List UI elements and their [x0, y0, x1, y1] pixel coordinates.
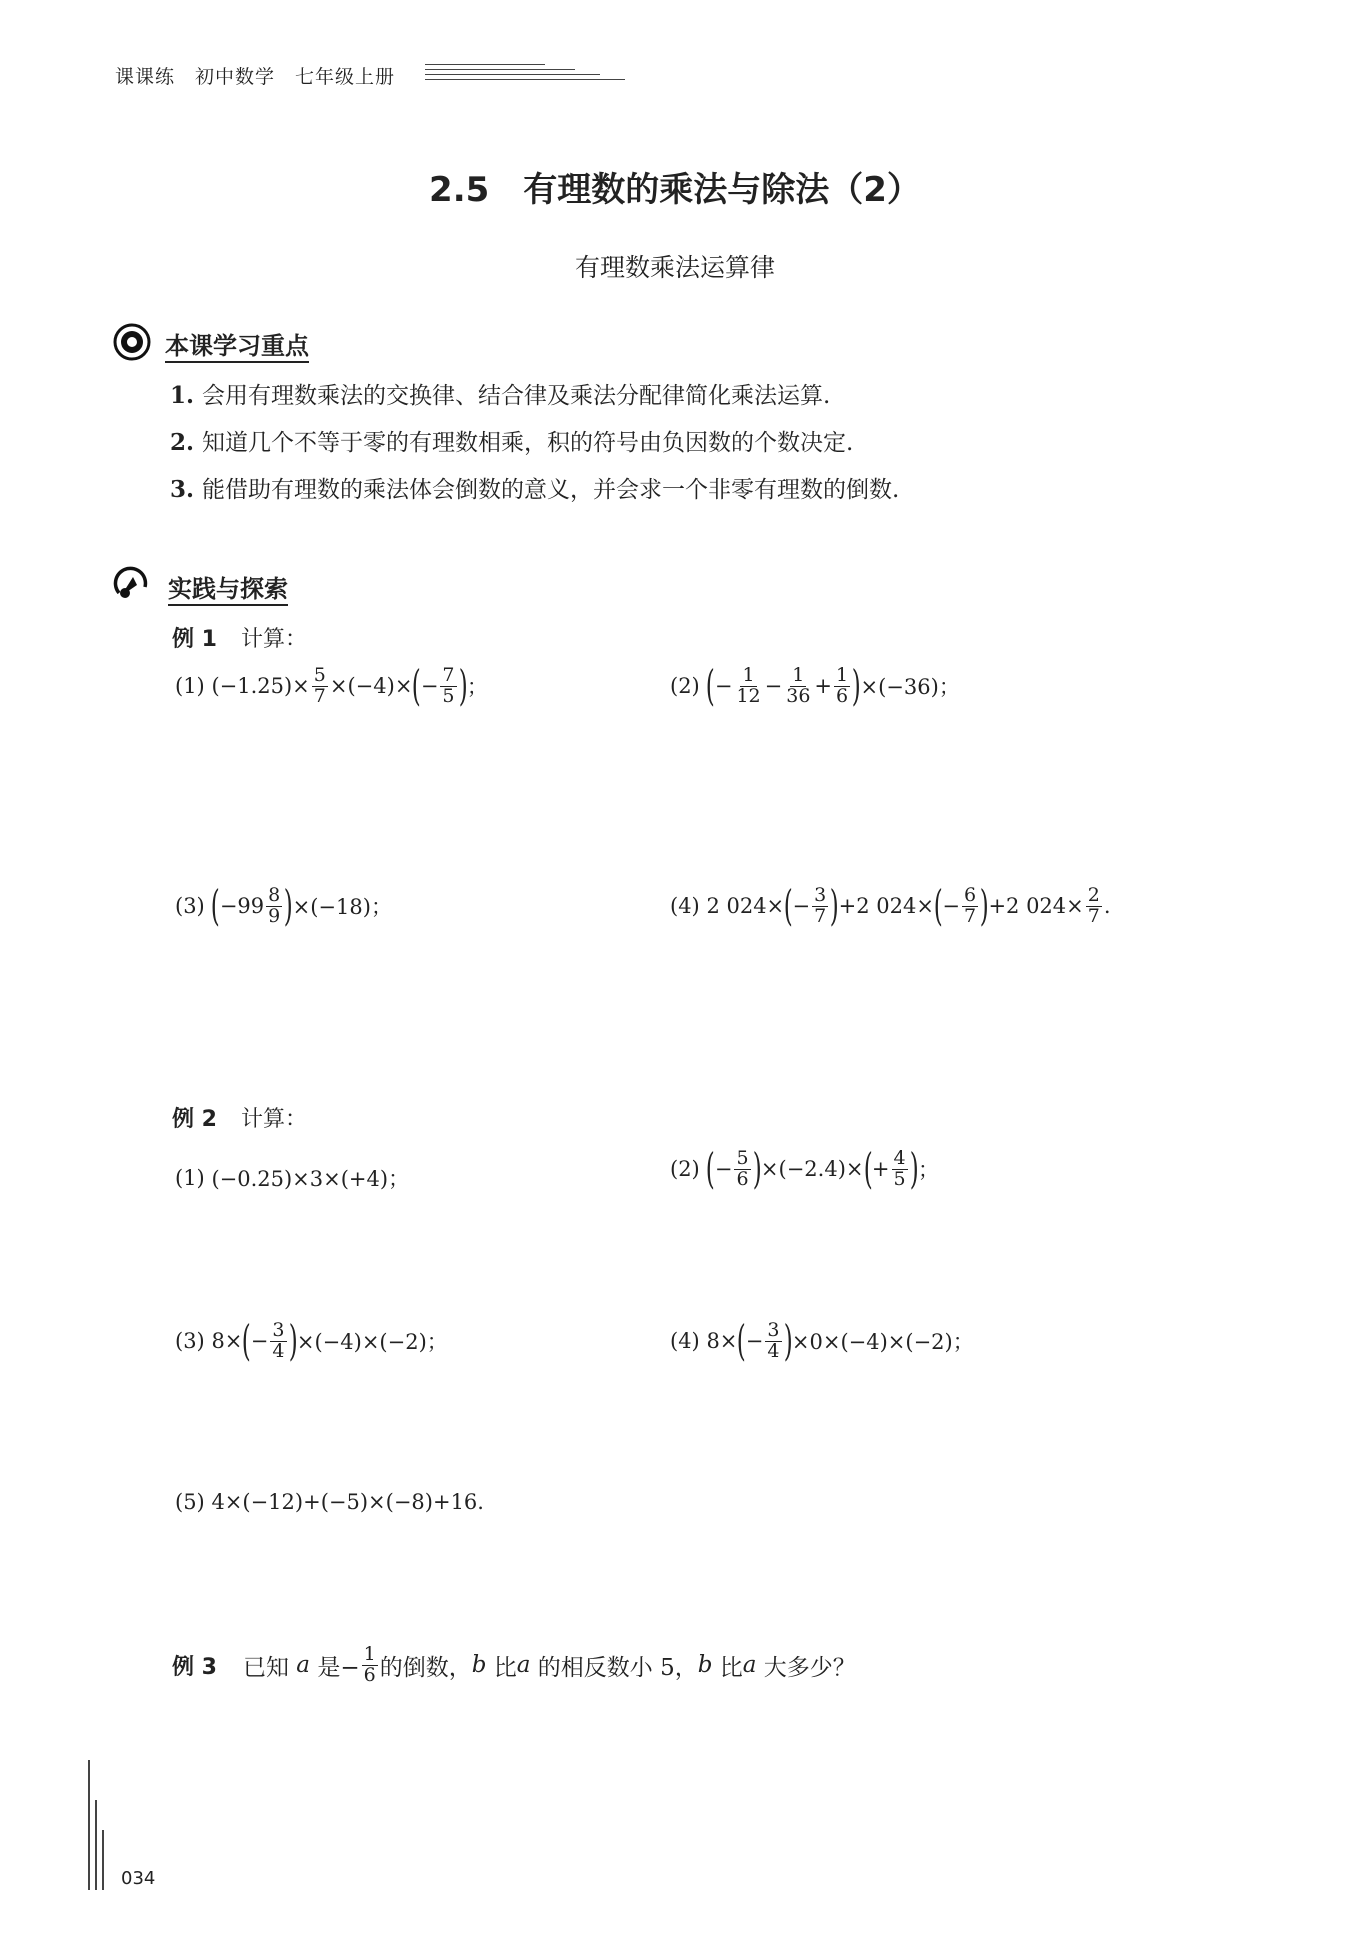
lesson-title: 2.5 有理数的乘法与除法（2）: [429, 170, 921, 210]
target-icon: [113, 323, 151, 361]
running-header: 课课练 初中数学 七年级上册: [115, 66, 396, 88]
example-1-problem-2: (2) ( − $\frac{1}{12}$ − $\frac{1}{36}$ + $\frac{1}{6}$ ) ×(−36)；: [670, 661, 960, 710]
example-2-problem-5: (5) 4×(−12)+(−5)×(−8)+16.: [175, 1490, 484, 1514]
example-2-problem-1: (1) (−0.25)×3×(+4)；: [175, 1166, 410, 1191]
example-2-problem-4: (4) 8× ( − $\frac{3}{4}$ ) ×0×(−4)×(−2)；: [670, 1316, 974, 1365]
header-decoration-lines: [425, 64, 625, 84]
focus-point-3: 3. 能借助有理数的乘法体会倒数的意义，并会求一个非零有理数的倒数.: [170, 476, 900, 503]
example-1-problem-3: (3) ( −99 $\frac{8}{9}$ ) ×(−18)；: [175, 881, 392, 930]
example-2-problem-2: (2) ( − $\frac{5}{6}$ ) ×(−2.4)× ( + $\frac{4}{5}$ ) ；: [670, 1144, 939, 1193]
example-1-label: 例 1 计算：: [172, 627, 307, 652]
example-3: 例 3 已知 a 是− $\frac{1}{6}$ 的倒数， b 比 a 的相反数小 5， b 比 a 大多少？: [172, 1643, 856, 1686]
focus-point-2: 2. 知道几个不等于零的有理数相乘，积的符号由负因数的个数决定.: [170, 429, 854, 456]
lesson-subtitle: 有理数乘法运算律: [574, 253, 775, 282]
section-heading-focus: 本课学习重点: [165, 326, 309, 361]
section-heading-practice: 实践与探索: [168, 569, 288, 604]
example-1-problem-4: (4) 2 024× ( − $\frac{3}{7}$ ) +2 024× ( − $\frac{6}{7}$ ) +2 024× $\frac{2}{7}$ .: [670, 881, 1111, 930]
example-2-label: 例 2 计算：: [172, 1107, 307, 1132]
example-1-problem-1: (1) (−1.25)× $\frac{5}{7}$ ×(−4)× ( − $\frac{7}{5}$ ) ；: [175, 661, 488, 710]
example-2-problem-3: (3) 8× ( − $\frac{3}{4}$ ) ×(−4)×(−2)；: [175, 1316, 448, 1365]
compass-icon: [113, 563, 151, 601]
page-number: 034: [121, 1868, 156, 1889]
focus-point-1: 1. 会用有理数乘法的交换律、结合律及乘法分配律简化乘法运算.: [170, 382, 831, 409]
